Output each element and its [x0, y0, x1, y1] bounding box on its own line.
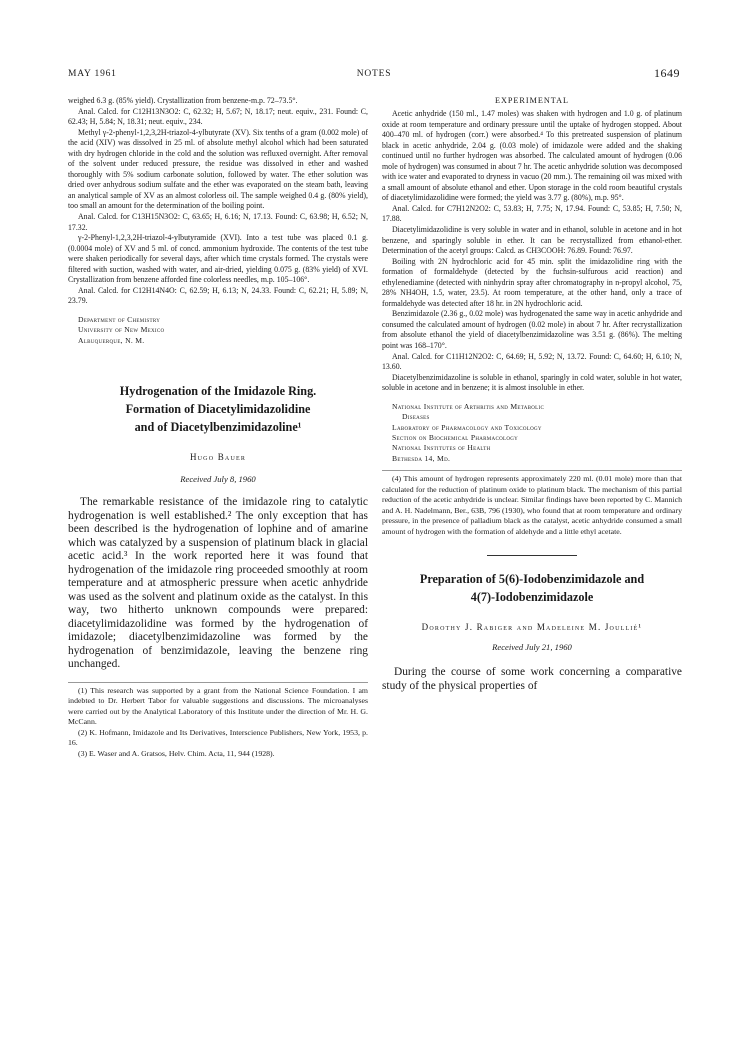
intro-paragraph: The remarkable resistance of the imidazole ring to catalytic hydrogenation is well established.² The only exception that has been described is the hydrogenation of lophine and of amarine which was catalyzed by a suspension of platinum black in glacial acetic acid.³ In the work reported here it was found that hydrogenation of the imidazole ring proceeded smoothly at room temperature and at atmospheric pressure when acetic anhydride was used as the solvent and platinum oxide as the catalyst. In this way, two hitherto unknown compounds were prepared: diacetylimidazolidine was formed by the hydrogenation of imidazole; diacetylbenzimidazoline was formed by the hydrogenation of benzimidazole, leaving the benzene ring unchanged. [68, 496, 368, 671]
experimental-paragraph: Diacetylimidazolidine is very soluble in water and in ethanol, soluble in acetone and in hot benzene, and sparingly soluble in ether. It can be recrystallized from ethanol-ether. Determination of the acetyl groups: Calcd. as CH3COOH: 76.89. Found: 76.97. [382, 225, 682, 256]
left-column [68, 96, 368, 759]
title-line: 4(7)-Iodobenzimidazole [470, 590, 594, 605]
next-intro-paragraph: During the course of some work concerning a comparative study of the physical properties of [382, 666, 682, 692]
continuation-paragraph: weighed 6.3 g. (85% yield). Crystallization from benzene-m.p. 72–73.5°. [68, 96, 298, 105]
received-date: Received July 8, 1960 [180, 474, 256, 485]
analysis-paragraph: Anal. Calcd. for C7H12N2O2: C, 53.83; H, 7.75; N, 17.94. Found: C, 53.85; H, 7.50; N, 17.88. [382, 203, 682, 224]
affiliation-line: Department of Chemistry [78, 314, 161, 324]
analysis-paragraph: Anal. Calcd. for C13H15N3O2: C, 63.65; H, 6.16; N, 17.13. Found: C, 63.98; H, 6.52; N, 17.32. [68, 212, 368, 232]
procedure-paragraph: γ-2-Phenyl-1,2,3,2H-triazol-4-ylbutyramide (XVI). Into a test tube was placed 0.1 g. (0.0004 mole) of XV and 5 ml. of concd. ammonium hydroxide. The contents of the test tube were shaken periodically for several days, after which time crystals formed. The crystals were filtered with suction, washed with water, and air-dried, yielding 0.075 g. (83% yield) of XVI. Crystallization from benzene afforded fine colorless needles, m.p. 105–106°. [68, 233, 368, 285]
affiliation-line: Albuquerque, N. M. [78, 335, 145, 345]
article-author: Hugo Bauer [189, 452, 247, 463]
next-article-authors: Dorothy J. Rabiger and Madeleine M. Joullié¹ [421, 622, 643, 633]
page-number: 1649 [654, 66, 680, 80]
footnote-4: (4) This amount of hydrogen represents approximately 220 ml. (0.01 mole) more than that calculated for the reduction of platinum oxide to platinum black. The mechanism of this partial reduction of the acetic anhydride is unclear. Similar findings have been reported by C. Mannich and A. H. Nadelmann, Ber., 63B, 796 (1930), who found that at room temperature and ordinary pressure, in the presence of palladium black as the catalyst, acetic anhydride consumed a small amount of hydrogen with the formation of aldehyde and a little ethyl acetate. [382, 474, 682, 536]
right-column [382, 96, 682, 693]
footnote-1: (1) This research was supported by a grant from the National Science Foundation. I am indebted to Dr. Herbert Tabor for valuable suggestions and discussions. The microanalyses were carried out by the Analytical Laboratory of this Institute under the direction of Mr. H. G. McCann. [68, 685, 368, 727]
affiliation-block [68, 315, 368, 346]
affiliation-line: Section on Biochemical Pharmacology [392, 432, 519, 442]
affiliation-line: Diseases [402, 412, 430, 422]
affiliation-line: Laboratory of Pharmacology and Toxicology [392, 422, 542, 432]
analysis-paragraph: Anal. Calcd. for C12H14N4O: C, 62.59; H, 6.13; N, 24.33. Found: C, 62.21; H, 5.89; N, 23.79. [68, 285, 368, 306]
title-line: Formation of Diacetylimidazolidine [125, 402, 311, 417]
next-article-title [382, 570, 682, 606]
header-section: NOTES [356, 69, 392, 79]
experimental-paragraph: Benzimidazole (2.36 g., 0.02 mole) was hydrogenated the same way in acetic anhydride and consumed the calculated amount of hydrogen (0.02 mole) in about 7 hr. After recrystallization from absolute ethanol the yield of diacetylbenzimidazoline was 3.51 g. (86%). The melting point was 168–170°. [382, 309, 682, 351]
affiliation-line: Bethesda 14, Md. [392, 453, 451, 463]
article-title [68, 382, 368, 436]
affiliation-line: University of New Mexico [78, 325, 165, 335]
title-line: Preparation of 5(6)-Iodobenzimidazole and [419, 572, 645, 587]
analysis-paragraph: Anal. Calcd. for C11H12N2O2: C, 64.69; H, 5.92; N, 13.72. Found: C, 64.60; H, 6.10; N, 13.60. [382, 351, 682, 372]
section-heading: EXPERIMENTAL [494, 96, 570, 105]
affiliation-line: National Institutes of Health [392, 443, 491, 453]
experimental-paragraph: Diacetylbenzimidazoline is soluble in ethanol, sparingly in cold water, soluble in hot water, soluble in acetone and in benzene; it is almost insoluble in ether. [382, 372, 682, 393]
experimental-paragraph: Acetic anhydride (150 ml., 1.47 moles) was shaken with hydrogen and 1.0 g. of platinum oxide at room temperature and ordinary pressure until the uptake of hydrogen stopped. About 400–470 ml. of hydrogen (corr.) were absorbed.⁴ To this pretreated suspension of platinum black in acetic anhydride, 2.04 g. (0.03 mole) of imidazole were added and the shaking continued until no further hydrogen was absorbed. The calculated amount of hydrogen (0.06 mole of hydrogen) was consumed in about 7 hr. The acetic anhydride solution was decomposed with ice water and evaporated to dryness in vacuo (20 mm.). The remaining oil was mixed with a small amount of absolute ethanol and ether. Upon storage in the cold room beautiful crystals of diacetylimidazolidine were formed; the yield was 3.77 g. (80%), m.p. 95°. [382, 109, 682, 203]
header-date: MAY 1961 [68, 69, 117, 79]
running-header [68, 66, 680, 84]
analysis-paragraph: Anal. Calcd. for C12H13N3O2: C, 62.32; H, 5.67; N, 18.17; neut. equiv., 231. Found: C, 62.43; H, 5.84; N, 18.31; neut. equiv., 234. [68, 106, 368, 127]
footnote-2: (2) K. Hofmann, Imidazole and Its Derivatives, Interscience Publishers, New York, 1953, p. 16. [68, 727, 368, 748]
experimental-paragraph: Boiling with 2N hydrochloric acid for 45 min. split the imidazolidine ring with the formation of formaldehyde (detected by the fuchsin-sulfurous acid reaction) and ethylenediamine (detected with ninhydrin spray after chromatography in n-propyl alcohol, 75, 28% NH4OH, 1.5, water, 23.5). At room temperature, at the other hand, only a trace of formaldehyde was detected after 18 hr. in 2N hydrochloric acid. [382, 256, 682, 308]
next-received-date: Received July 21, 1960 [492, 642, 572, 653]
title-line: Hydrogenation of the Imidazole Ring. [119, 384, 317, 399]
procedure-paragraph: Methyl γ-2-phenyl-1,2,3,2H-triazol-4-ylbutyrate (XV). Six tenths of a gram (0.002 mole) of the acid (XIV) was dissolved in 25 ml. of absolute methyl alcohol which had been saturated with dry hydrogen chloride in the cold and the solution was refluxed overnight. After removal of the solvent under reduced pressure, the residue was dissolved in ether and washed thoroughly with 5% sodium carbonate solution, followed by water. The ether solution was dried over anhydrous sodium sulfate and the ether was evaporated on the steam bath, leaving an analytical sample of XV as an almost colorless oil. The sample weighed 0.4 g. (80% yield), too small an amount for the determination of the boiling point. [68, 127, 368, 211]
affiliation-block [382, 402, 682, 464]
title-line: and of Diacetylbenzimidazoline¹ [134, 420, 302, 435]
affiliation-line: National Institute of Arthritis and Metabolic [392, 401, 545, 411]
footnote-3: (3) E. Waser and A. Gratsos, Helv. Chim. Acta, 11, 944 (1928). [78, 748, 275, 758]
